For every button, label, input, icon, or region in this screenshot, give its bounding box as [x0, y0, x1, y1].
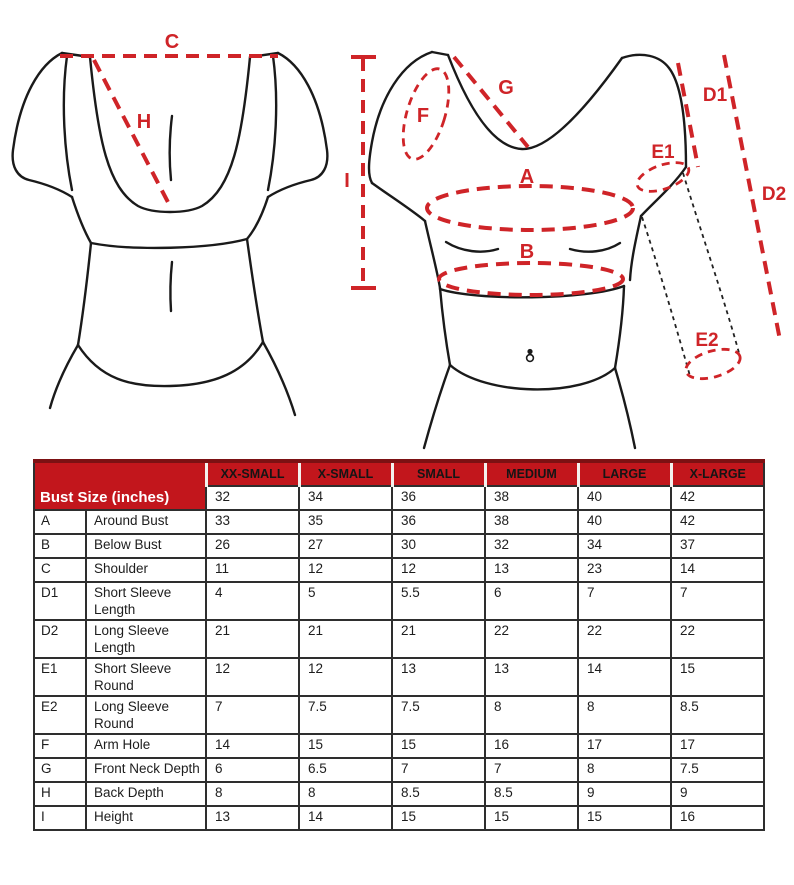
- measurement-name-cell: Front Neck Depth: [86, 758, 206, 782]
- value-cell: 30: [392, 534, 485, 558]
- measurement-name-cell: Back Depth: [86, 782, 206, 806]
- measurement-H: [94, 60, 170, 206]
- value-cell: 5.5: [392, 582, 485, 620]
- bust-value-cell: 40: [578, 486, 671, 510]
- size-col-header-small: SMALL: [392, 461, 485, 486]
- back-right-side-lower: [247, 239, 263, 342]
- row-long-sleeve-round: [34, 696, 764, 734]
- row-long-sleeve-length: [34, 620, 764, 658]
- front-left-hip-line: [424, 365, 450, 448]
- value-cell: 35: [299, 510, 392, 534]
- back-left-armhole-seam: [64, 56, 72, 190]
- measurement-D2: [724, 55, 786, 340]
- value-cell: 37: [671, 534, 764, 558]
- value-cell: 17: [578, 734, 671, 758]
- code-cell: I: [34, 806, 86, 830]
- value-cell: 15: [485, 806, 578, 830]
- long-sleeve-arm-dotted: [642, 173, 739, 376]
- measurement-name-cell: Below Bust: [86, 534, 206, 558]
- front-view-diagram: [330, 0, 794, 452]
- label-I: I: [344, 170, 350, 192]
- measurement-A: [427, 166, 633, 230]
- measurement-name-cell: Shoulder: [86, 558, 206, 582]
- front-left-side-lower: [440, 288, 450, 365]
- measurement-line-D1: [678, 63, 698, 167]
- arm-inner-dotted-line: [642, 217, 690, 376]
- code-cell: E1: [34, 658, 86, 696]
- value-cell: 5: [299, 582, 392, 620]
- measurement-name-cell: Short Sleeve Round: [86, 658, 206, 696]
- value-cell: 26: [206, 534, 299, 558]
- value-cell: 42: [671, 510, 764, 534]
- value-cell: 8.5: [392, 782, 485, 806]
- front-right-sleeve-hem: [641, 167, 686, 216]
- front-right-underbust-curve: [570, 243, 620, 252]
- value-cell: 11: [206, 558, 299, 582]
- size-col-header-xx-small: XX-SMALL: [206, 461, 299, 486]
- navel-mark: [527, 355, 534, 362]
- value-cell: 8: [206, 782, 299, 806]
- size-col-header-medium: MEDIUM: [485, 461, 578, 486]
- code-cell: E2: [34, 696, 86, 734]
- label-F: F: [416, 105, 430, 127]
- size-header-row: [34, 461, 764, 486]
- bust-value-cell: 36: [392, 486, 485, 510]
- value-cell: 23: [578, 558, 671, 582]
- value-cell: 15: [578, 806, 671, 830]
- value-cell: 14: [299, 806, 392, 830]
- row-front-neck-depth: [34, 758, 764, 782]
- size-col-header-large: LARGE: [578, 461, 671, 486]
- value-cell: 13: [206, 806, 299, 830]
- label-C: C: [164, 31, 180, 53]
- code-cell: H: [34, 782, 86, 806]
- measurement-I: [344, 57, 376, 288]
- label-D1: D1: [702, 85, 728, 106]
- value-cell: 7.5: [671, 758, 764, 782]
- row-short-sleeve-round: [34, 658, 764, 696]
- value-cell: 9: [671, 782, 764, 806]
- value-cell: 12: [299, 658, 392, 696]
- value-cell: 14: [578, 658, 671, 696]
- value-cell: 16: [485, 734, 578, 758]
- back-bottom-hem: [78, 342, 263, 386]
- label-E2: E2: [695, 330, 719, 351]
- value-cell: 9: [578, 782, 671, 806]
- front-neckline: [448, 55, 622, 149]
- value-cell: 16: [671, 806, 764, 830]
- front-left-sleeve-hem: [372, 183, 425, 221]
- front-belly-curve: [450, 365, 615, 389]
- measurement-line-H: [94, 60, 170, 206]
- measurement-name-cell: Around Bust: [86, 510, 206, 534]
- row-shoulder: [34, 558, 764, 582]
- value-cell: 38: [485, 510, 578, 534]
- value-cell: 7.5: [392, 696, 485, 734]
- front-left-underbust-curve: [446, 242, 498, 252]
- value-cell: 15: [392, 734, 485, 758]
- back-spine-lower: [170, 262, 172, 311]
- measurement-ellipse-A: [427, 186, 633, 230]
- value-cell: 8.5: [671, 696, 764, 734]
- value-cell: 4: [206, 582, 299, 620]
- size-col-header-x-small: X-SMALL: [299, 461, 392, 486]
- value-cell: 7: [671, 582, 764, 620]
- value-cell: 15: [299, 734, 392, 758]
- value-cell: 21: [299, 620, 392, 658]
- value-cell: 8: [485, 696, 578, 734]
- value-cell: 17: [671, 734, 764, 758]
- value-cell: 8: [578, 696, 671, 734]
- value-cell: 6.5: [299, 758, 392, 782]
- value-cell: 8: [578, 758, 671, 782]
- code-cell: C: [34, 558, 86, 582]
- value-cell: 15: [671, 658, 764, 696]
- value-cell: 13: [392, 658, 485, 696]
- value-cell: 21: [392, 620, 485, 658]
- label-A: A: [519, 166, 535, 188]
- front-right-hip-line: [615, 368, 635, 448]
- value-cell: 14: [671, 558, 764, 582]
- value-cell: 6: [485, 582, 578, 620]
- label-D2: D2: [761, 184, 787, 205]
- bust-size-corner-cell: Bust Size (inches): [34, 461, 206, 510]
- front-left-shoulder-edge: [432, 52, 448, 55]
- value-cell: 8: [299, 782, 392, 806]
- value-cell: 13: [485, 558, 578, 582]
- arm-outer-dotted-line: [683, 173, 739, 353]
- value-cell: 22: [578, 620, 671, 658]
- row-around-bust: [34, 510, 764, 534]
- code-cell: D2: [34, 620, 86, 658]
- value-cell: 12: [392, 558, 485, 582]
- code-cell: A: [34, 510, 86, 534]
- back-left-side-lower: [78, 243, 91, 345]
- value-cell: 22: [485, 620, 578, 658]
- row-arm-hole: [34, 734, 764, 758]
- measurement-F: [394, 63, 458, 164]
- code-cell: G: [34, 758, 86, 782]
- label-H: H: [136, 111, 152, 133]
- value-cell: 12: [299, 558, 392, 582]
- value-cell: 40: [578, 510, 671, 534]
- back-waist-seam: [91, 239, 247, 248]
- value-cell: 7.5: [299, 696, 392, 734]
- label-G: G: [498, 77, 514, 99]
- value-cell: 27: [299, 534, 392, 558]
- value-cell: 32: [485, 534, 578, 558]
- value-cell: 33: [206, 510, 299, 534]
- measurement-name-cell: Height: [86, 806, 206, 830]
- back-left-hip-line: [50, 345, 78, 408]
- back-right-hip-line: [263, 342, 295, 415]
- front-right-side-upper: [630, 216, 641, 280]
- code-cell: F: [34, 734, 86, 758]
- navel-dot: [529, 350, 532, 353]
- measurement-name-cell: Short Sleeve Length: [86, 582, 206, 620]
- value-cell: 7: [578, 582, 671, 620]
- garment-back-outline: [13, 53, 328, 415]
- value-cell: 34: [578, 534, 671, 558]
- bust-value-cell: 34: [299, 486, 392, 510]
- row-below-bust: [34, 534, 764, 558]
- row-height: [34, 806, 764, 830]
- bust-value-cell: 32: [206, 486, 299, 510]
- value-cell: 7: [392, 758, 485, 782]
- measurement-name-cell: Arm Hole: [86, 734, 206, 758]
- row-back-depth: [34, 782, 764, 806]
- value-cell: 7: [485, 758, 578, 782]
- measurement-name-cell: Long Sleeve Round: [86, 696, 206, 734]
- value-cell: 8.5: [485, 782, 578, 806]
- value-cell: 12: [206, 658, 299, 696]
- size-col-header-x-large: X-LARGE: [671, 461, 764, 486]
- back-view-diagram: [0, 0, 330, 452]
- value-cell: 7: [206, 696, 299, 734]
- value-cell: 14: [206, 734, 299, 758]
- code-cell: D1: [34, 582, 86, 620]
- label-B: B: [519, 241, 535, 263]
- back-right-side-upper: [247, 197, 268, 239]
- row-short-sleeve-length: [34, 582, 764, 620]
- value-cell: 6: [206, 758, 299, 782]
- code-cell: B: [34, 534, 86, 558]
- value-cell: 13: [485, 658, 578, 696]
- back-spine-upper: [170, 116, 172, 180]
- size-table: [33, 459, 765, 831]
- back-right-armhole-seam: [268, 56, 276, 190]
- front-right-side-lower: [615, 286, 624, 368]
- bust-value-cell: 42: [671, 486, 764, 510]
- back-left-side-upper: [72, 197, 91, 243]
- value-cell: 22: [671, 620, 764, 658]
- value-cell: 15: [392, 806, 485, 830]
- bust-value-cell: 38: [485, 486, 578, 510]
- label-E1: E1: [651, 142, 675, 163]
- value-cell: 21: [206, 620, 299, 658]
- measurement-ellipse-B: [439, 263, 623, 295]
- measurement-C: [60, 31, 278, 56]
- value-cell: 36: [392, 510, 485, 534]
- measurement-E2: [683, 330, 744, 384]
- measurement-name-cell: Long Sleeve Length: [86, 620, 206, 658]
